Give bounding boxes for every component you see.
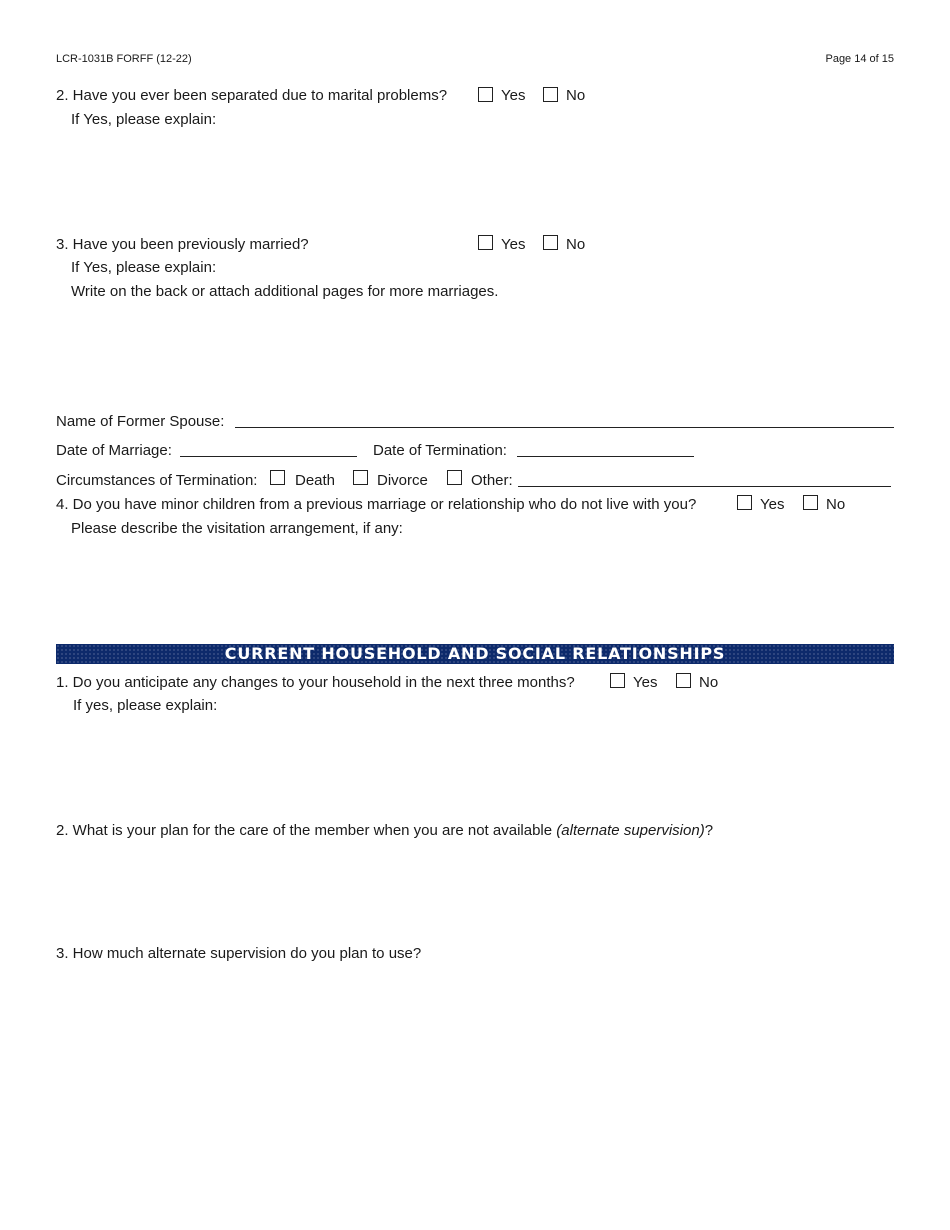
household-changes-yes-checkbox[interactable] (610, 673, 625, 688)
care-plan-answer-area[interactable] (56, 844, 894, 944)
household-changes-explain-label: If yes, please explain: (73, 697, 218, 714)
termination-divorce-checkbox[interactable] (353, 470, 368, 485)
previously-married-no-checkbox[interactable] (543, 235, 558, 250)
question-previously-married: 3. Have you been previously married? (56, 236, 309, 253)
separated-yes-label: Yes (501, 87, 526, 104)
care-plan-text: 2. What is your plan for the care of the member when you are not available (56, 822, 557, 839)
minor-children-no-checkbox[interactable] (803, 495, 818, 510)
termination-death-checkbox[interactable] (270, 470, 285, 485)
termination-death-label: Death (295, 472, 336, 489)
care-plan-italic: (alternate supervision) (556, 822, 705, 839)
former-spouse-label: Name of Former Spouse: (56, 413, 225, 430)
separated-explain-area[interactable] (56, 132, 894, 228)
date-of-marriage-field[interactable] (180, 456, 357, 457)
former-spouse-field[interactable] (235, 427, 894, 428)
form-id: LCR-1031B FORFF (12-22) (56, 53, 192, 65)
termination-other-field[interactable] (518, 486, 891, 487)
previously-married-no-label: No (566, 236, 586, 253)
question-separated: 2. Have you ever been separated due to marital problems? (56, 87, 448, 104)
previously-married-explain-label: If Yes, please explain: (71, 259, 217, 276)
household-changes-explain-area[interactable] (56, 718, 894, 818)
household-changes-no-label: No (699, 674, 719, 691)
question-minor-children: 4. Do you have minor children from a previous marriage or relationship who do not live with you? (56, 496, 697, 513)
alternate-supervision-answer-area[interactable] (56, 968, 894, 1188)
circumstances-label: Circumstances of Termination: (56, 472, 258, 489)
previously-married-yes-checkbox[interactable] (478, 235, 493, 250)
care-plan-end: ? (704, 822, 714, 839)
separated-yes-checkbox[interactable] (478, 87, 493, 102)
date-of-termination-field[interactable] (517, 456, 694, 457)
separated-no-checkbox[interactable] (543, 87, 558, 102)
minor-children-no-label: No (826, 496, 846, 513)
separated-explain-label: If Yes, please explain: (71, 111, 217, 128)
previously-married-explain-area[interactable] (56, 304, 894, 404)
question-household-changes: 1. Do you anticipate any changes to your household in the next three months? (56, 674, 575, 691)
minor-children-yes-label: Yes (760, 496, 785, 513)
separated-no-label: No (566, 87, 586, 104)
visitation-describe-area[interactable] (56, 542, 894, 634)
page-number: Page 14 of 15 (825, 53, 894, 65)
additional-pages-note: Write on the back or attach additional pages for more marriages. (71, 283, 499, 300)
termination-divorce-label: Divorce (377, 472, 428, 489)
previously-married-yes-label: Yes (501, 236, 526, 253)
question-care-plan (56, 822, 713, 840)
visitation-describe-label: Please describe the visitation arrangement, if any: (71, 520, 403, 537)
termination-other-checkbox[interactable] (447, 470, 462, 485)
question-alternate-supervision: 3. How much alternate supervision do you plan to use? (56, 945, 422, 962)
section-header-household: CURRENT HOUSEHOLD AND SOCIAL RELATIONSHIPS (56, 644, 894, 664)
termination-other-label: Other: (471, 472, 513, 489)
date-of-termination-label: Date of Termination: (373, 442, 507, 459)
household-changes-yes-label: Yes (633, 674, 658, 691)
date-of-marriage-label: Date of Marriage: (56, 442, 172, 459)
household-changes-no-checkbox[interactable] (676, 673, 691, 688)
minor-children-yes-checkbox[interactable] (737, 495, 752, 510)
